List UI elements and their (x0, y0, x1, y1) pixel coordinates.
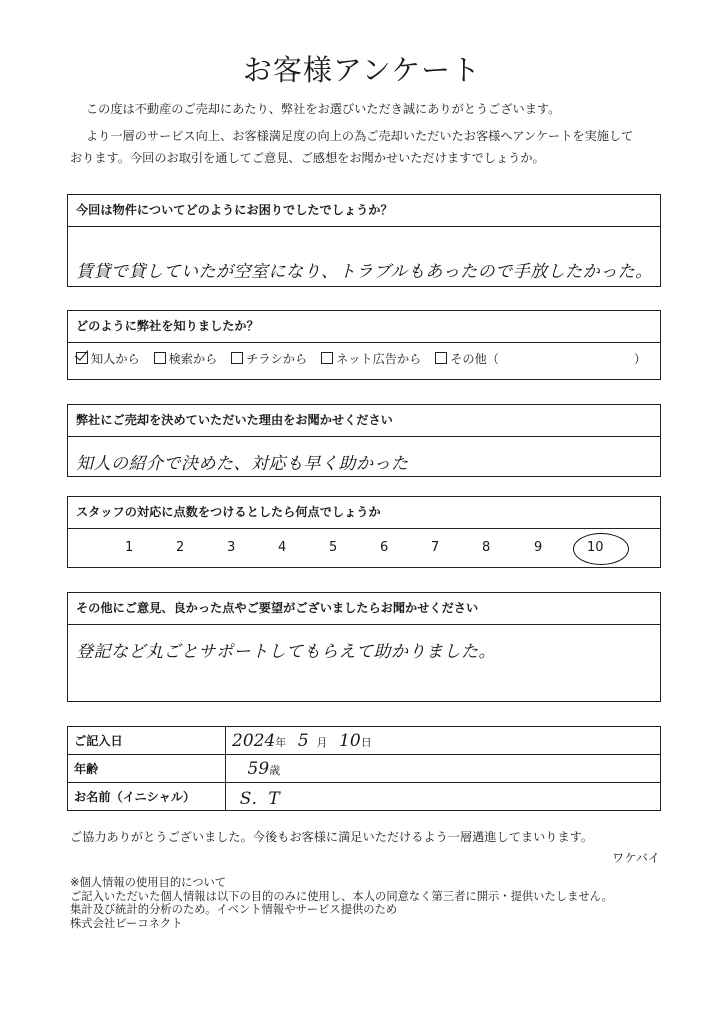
privacy-note-line: ご記入いただいた個人情報は以下の目的のみに使用し、本人の同意なく第三者に開示・提供いたしません。 (70, 889, 613, 903)
question-1-answer[interactable]: 賃貸で貸していたが空室になり、トラブルもあったので手放したかった。 (76, 262, 653, 282)
date-field[interactable]: 2024年 5 月 10日 (226, 727, 661, 755)
score-1[interactable]: 1 (125, 540, 134, 555)
option-web-ad[interactable]: ネット広告から (321, 350, 421, 367)
score-scale (68, 529, 660, 569)
date-row (68, 727, 661, 755)
age-field[interactable]: 59歳 (226, 755, 661, 783)
page-title: お客様アンケート (242, 53, 482, 87)
intro-line-3: おります。今回のお取引を通してご意見、ご感想をお聞かせいただけますでしょうか。 (70, 151, 545, 165)
age-row (68, 755, 661, 783)
score-7[interactable]: 7 (431, 540, 440, 555)
thanks-message: ご協力ありがとうございました。今後もお客様に満足いただけるよう一層邁進してまいります。 (70, 830, 594, 844)
referral-options (76, 350, 509, 367)
question-5-label: その他にご意見、良かった点やご要望がございましたらお聞かせください (68, 593, 660, 625)
company-name: 株式会社ビーコネクト (70, 916, 183, 930)
other-close-paren: ） (633, 352, 646, 366)
option-search[interactable]: 検索から (154, 350, 218, 367)
question-5-answer[interactable]: 登記など丸ごとサポートしてもらえて助かりました。 (76, 642, 496, 662)
question-4-label: スタッフの対応に点数をつけるとしたら何点でしょうか (68, 497, 660, 529)
score-4[interactable]: 4 (278, 540, 287, 555)
name-row (68, 783, 661, 811)
checkbox-icon[interactable] (435, 352, 447, 364)
score-8[interactable]: 8 (482, 540, 491, 555)
checkbox-icon[interactable] (321, 352, 333, 364)
question-2-label: どのように弊社を知りましたか？ (68, 311, 660, 343)
option-flyer[interactable]: チラシから (231, 350, 307, 367)
question-4-box (67, 496, 661, 568)
signature: ワケバイ (611, 851, 660, 865)
question-2-box (67, 310, 661, 380)
privacy-note-heading: ※個人情報の使用目的について (70, 876, 227, 889)
question-5-box (67, 592, 661, 702)
name-field[interactable]: S．T (226, 783, 661, 811)
checkbox-icon[interactable] (154, 352, 166, 364)
score-5[interactable]: 5 (329, 540, 338, 555)
privacy-notes (70, 876, 613, 930)
option-acquaintance[interactable]: 知人から (76, 350, 140, 367)
name-label: お名前（イニシャル） (68, 783, 226, 811)
intro-line-2: より一層のサービス向上、お客様満足度の向上の為ご売却いただいたお客様へアンケートを実施して (86, 129, 634, 143)
question-3-answer[interactable]: 知人の紹介で決めた、対応も早く助かった (76, 454, 409, 474)
question-3-box (67, 404, 661, 477)
checkbox-checked-icon[interactable] (76, 352, 88, 364)
score-6[interactable]: 6 (380, 540, 389, 555)
age-label: 年齢 (68, 755, 226, 783)
intro-line-1: この度は不動産のご売却にあたり、弊社をお選びいただき誠にありがとうございます。 (86, 102, 561, 116)
score-9[interactable]: 9 (534, 540, 543, 555)
respondent-info-table (67, 726, 661, 811)
selected-score-circle (573, 533, 629, 565)
date-label: ご記入日 (68, 727, 226, 755)
option-other[interactable]: その他（ (435, 350, 499, 367)
checkbox-icon[interactable] (231, 352, 243, 364)
score-2[interactable]: 2 (176, 540, 185, 555)
question-3-label: 弊社にご売却を決めていただいた理由をお聞かせください (68, 405, 660, 437)
privacy-note-line: 集計及び統計的分析のため。イベント情報やサービス提供のため (70, 903, 398, 916)
score-10[interactable]: 10 (587, 540, 604, 555)
score-3[interactable]: 3 (227, 540, 236, 555)
question-1-label: 今回は物件についてどのようにお困りでしたでしょうか？ (68, 195, 660, 227)
question-1-box (67, 194, 661, 287)
